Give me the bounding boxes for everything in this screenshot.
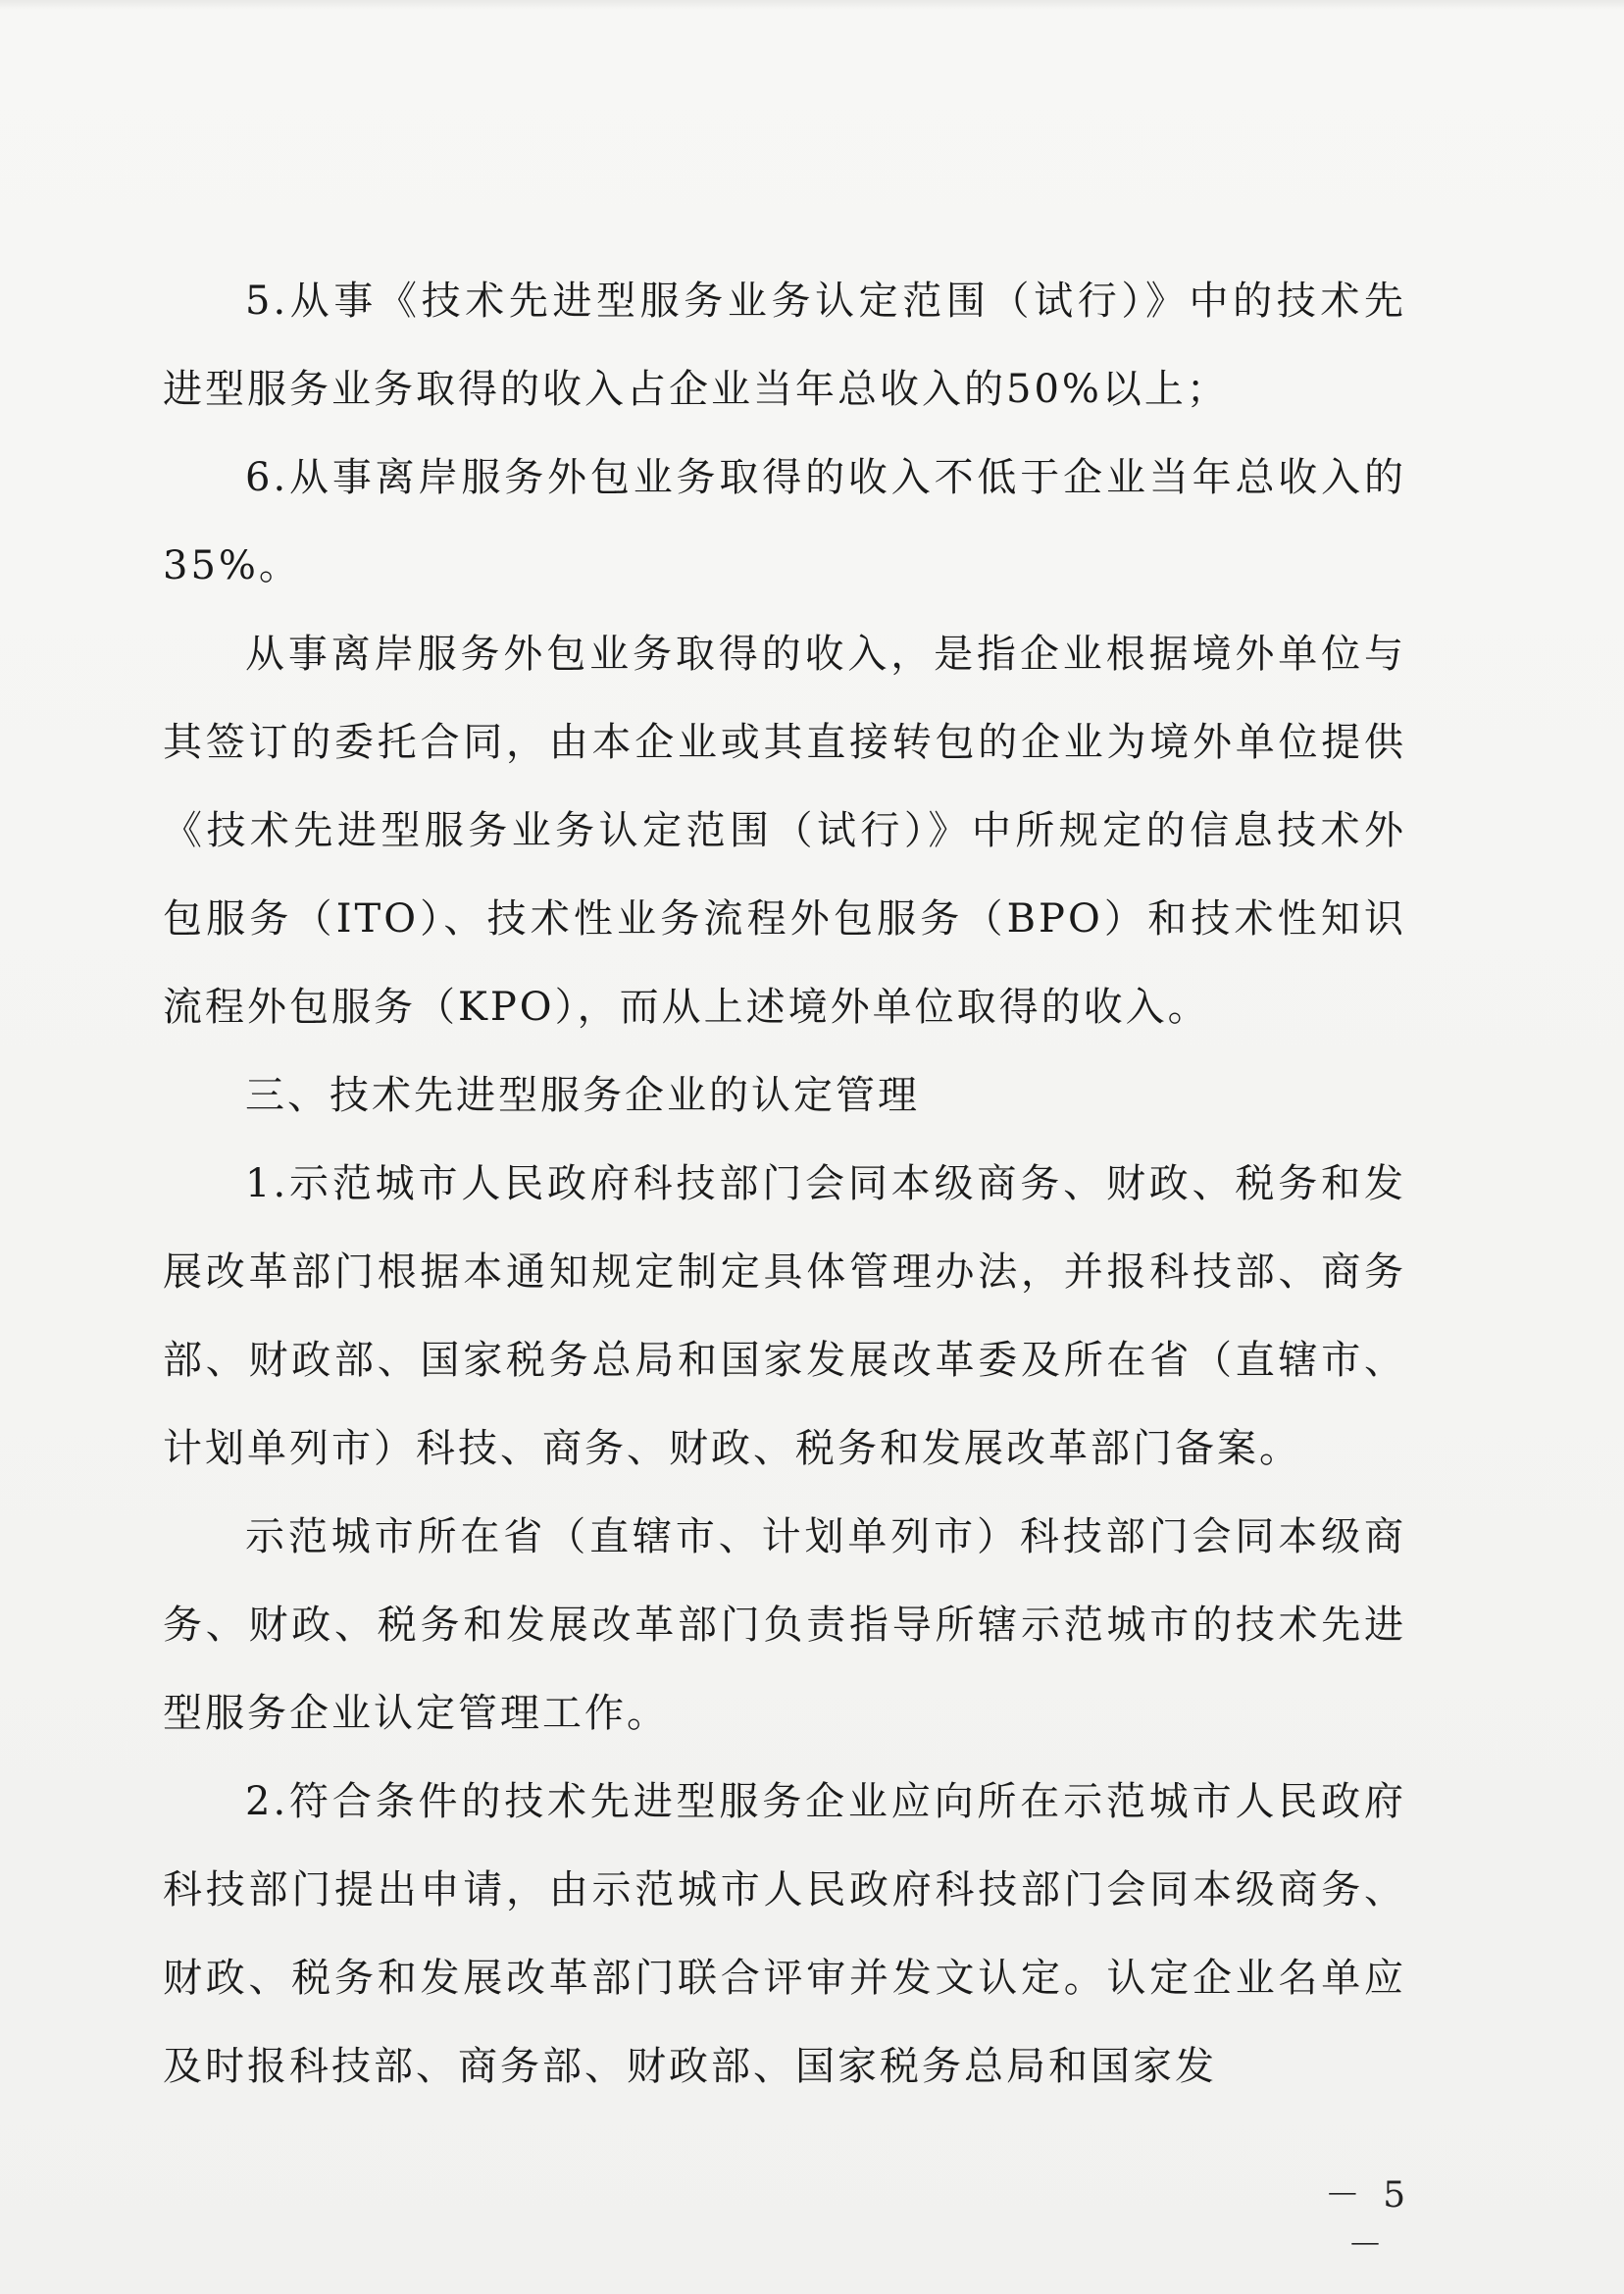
paragraph-provincial-guidance: 示范城市所在省（直辖市、计划单列市）科技部门会同本级商务、财政、税务和发展改革部门负责指导所辖示范城市的技术先进型服务企业认定管理工作。 [163, 1514, 1406, 1736]
paragraph-item-6: 6.从事离岸服务外包业务取得的收入不低于企业当年总收入的35%。 [163, 455, 1406, 588]
paragraph-offshore-income-definition: 从事离岸服务外包业务取得的收入，是指企业根据境外单位与其签订的委托合同，由本企业或其直接转包的企业为境外单位提供《技术先进型服务业务认定范围（试行）》中所规定的信息技术外包服务（ITO）、技术性业务流程外包服务（BPO）和技术性知识流程外包服务（KPO），而从上述境外单位取得的收入。 [163, 632, 1406, 1030]
paragraph-management-2: 2.符合条件的技术先进型服务企业应向所在示范城市人民政府科技部门提出申请，由示范城市人民政府科技部门会同本级商务、财政、税务和发展改革部门联合评审并发文认定。认定企业名单应及时报科技部、商务部、财政部、国家税务总局和国家发 [163, 1779, 1406, 2089]
paragraph-item-5: 5.从事《技术先进型服务业务认定范围（试行）》中的技术先进型服务业务取得的收入占企业当年总收入的50%以上； [163, 279, 1406, 412]
page-top-shadow [0, 0, 1624, 10]
section-heading-3: 三、技术先进型服务企业的认定管理 [245, 1073, 920, 1118]
page-number: － 5 － [1324, 2175, 1412, 2266]
paragraph-management-1: 1.示范城市人民政府科技部门会同本级商务、财政、税务和发展改革部门根据本通知规定制定具体管理办法，并报科技部、商务部、财政部、国家税务总局和国家发展改革委及所在省（直辖市、计划单列市）科技、商务、财政、税务和发展改革部门备案。 [163, 1161, 1406, 1471]
document-body [163, 257, 1406, 2111]
